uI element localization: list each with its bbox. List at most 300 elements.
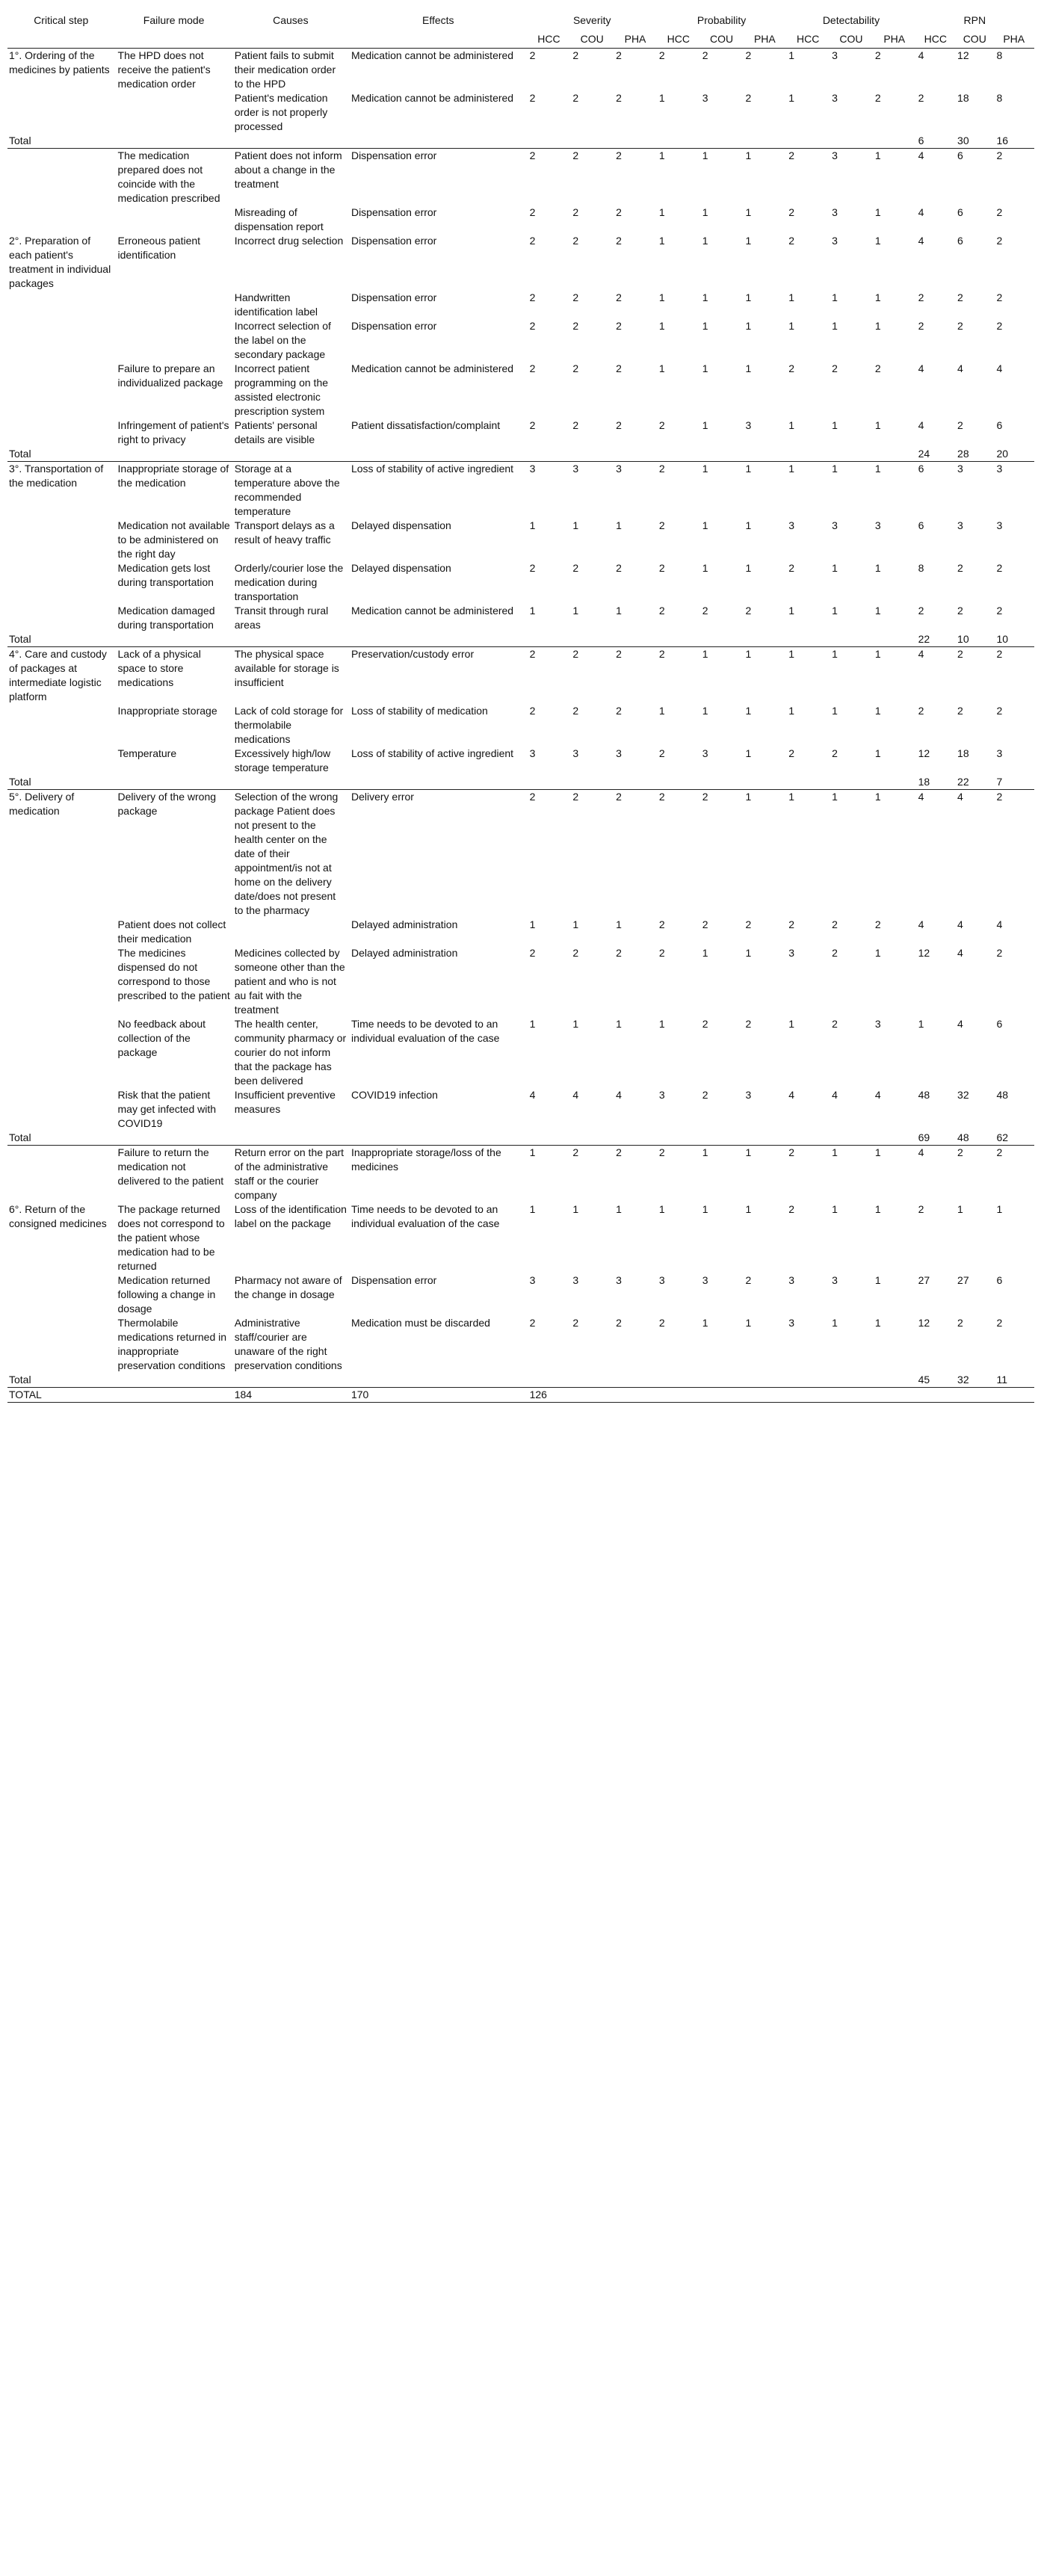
empty-cell — [744, 775, 787, 790]
severity-pha-cell: 2 — [616, 419, 622, 431]
subtotal-row — [7, 134, 1034, 149]
effect-cell: Dispensation error — [350, 206, 437, 218]
rpn-hcc-cell: 12 — [918, 747, 930, 759]
detectability-pha-cell: 2 — [874, 49, 881, 61]
severity-hcc-cell: 2 — [529, 291, 536, 303]
empty-cell — [350, 134, 528, 149]
probability-cou-cell: 2 — [702, 1018, 708, 1030]
failure-mode-cell: Inappropriate storage — [117, 705, 217, 717]
critical-step-cell: 6°. Return of the consigned medicines — [9, 1203, 107, 1229]
empty-cell — [350, 775, 528, 790]
cause-cell: Incorrect drug selection — [234, 235, 344, 247]
empty-cell — [233, 447, 350, 462]
empty-cell — [350, 1131, 528, 1146]
detectability-hcc-cell: 2 — [788, 1146, 795, 1158]
effect-cell: Delayed administration — [350, 918, 458, 930]
empty-cell — [830, 447, 874, 462]
table-row — [7, 704, 1034, 747]
detectability-pha-cell: 1 — [874, 1146, 881, 1158]
empty-cell — [571, 775, 614, 790]
effect-cell: Inappropriate storage/loss of the medicines — [350, 1146, 501, 1173]
rpn-cou-cell: 12 — [957, 49, 969, 61]
empty-cell — [995, 1388, 1034, 1403]
empty-cell — [744, 632, 787, 647]
rpn-cou-cell: 2 — [957, 705, 963, 717]
rpn-hcc-cell: 2 — [918, 605, 924, 617]
empty-cell — [117, 1131, 233, 1146]
detectability-cou-cell: 1 — [832, 1203, 838, 1215]
detectability-hcc-cell: 1 — [788, 463, 795, 475]
detectability-cou-cell: 1 — [832, 791, 838, 803]
cause-cell: Patient does not inform about a change in the treatment — [234, 149, 342, 190]
failure-mode-cell: Patient does not collect their medication — [117, 918, 226, 945]
probability-pha-cell: 1 — [745, 149, 752, 161]
total-label: Total — [9, 776, 31, 788]
table-row — [7, 1202, 1034, 1273]
empty-cell — [117, 632, 233, 647]
rpn-pha-cell: 3 — [996, 463, 1003, 475]
detectability-pha-cell: 1 — [874, 747, 881, 759]
cause-cell — [233, 918, 350, 946]
rpn-pha-total: 20 — [996, 448, 1009, 460]
probability-hcc-cell: 2 — [658, 419, 665, 431]
critical-step-cell — [7, 918, 117, 946]
effect-cell: Loss of stability of active ingredient — [350, 463, 514, 475]
probability-cou-cell: 1 — [702, 320, 708, 332]
cause-cell: Medicines collected by someone other than the patient and who is not au fait with the treatment — [234, 947, 345, 1016]
empty-cell — [744, 1373, 787, 1388]
empty-cell — [658, 632, 701, 647]
rpn-hcc-cell: 4 — [918, 648, 924, 660]
probability-cou-cell: 1 — [702, 1203, 708, 1215]
detectability-pha-cell: 2 — [874, 918, 881, 930]
effect-cell: Dispensation error — [350, 320, 437, 332]
rpn-cou-cell: 6 — [957, 206, 963, 218]
table-row — [7, 519, 1034, 561]
severity-pha-cell: 2 — [616, 291, 622, 303]
subheader-hcc: HCC — [537, 33, 560, 45]
detectability-cou-cell: 4 — [832, 1089, 838, 1101]
empty-cell — [874, 1373, 917, 1388]
detectability-hcc-cell: 3 — [788, 1317, 795, 1329]
empty-cell — [614, 1373, 658, 1388]
rpn-pha-cell: 6 — [996, 1018, 1003, 1030]
severity-cou-cell: 2 — [572, 320, 579, 332]
probability-cou-cell: 1 — [702, 149, 708, 161]
rpn-pha-cell: 2 — [996, 1317, 1003, 1329]
rpn-pha-cell: 2 — [996, 1146, 1003, 1158]
cause-cell: Excessively high/low storage temperature — [234, 747, 331, 773]
critical-step-cell — [7, 1316, 117, 1373]
severity-pha-cell: 2 — [616, 235, 622, 247]
rpn-hcc-cell: 1 — [918, 1018, 924, 1030]
probability-pha-cell: 1 — [745, 206, 752, 218]
detectability-pha-cell: 1 — [874, 463, 881, 475]
probability-hcc-cell: 1 — [658, 291, 665, 303]
empty-cell — [658, 1131, 701, 1146]
detectability-cou-cell: 2 — [832, 747, 838, 759]
detectability-pha-cell: 1 — [874, 947, 881, 959]
severity-pha-cell: 3 — [616, 1274, 622, 1286]
probability-pha-cell: 2 — [745, 918, 752, 930]
severity-hcc-cell: 2 — [529, 648, 536, 660]
failure-mode-cell: Risk that the patient may get infected with COVID19 — [117, 1089, 217, 1129]
rpn-pha-cell: 4 — [996, 362, 1003, 374]
detectability-cou-cell: 2 — [832, 918, 838, 930]
probability-hcc-cell: 1 — [658, 1203, 665, 1215]
cause-cell: Storage at a temperature above the recommended temperature — [234, 463, 340, 517]
probability-hcc-cell: 2 — [658, 463, 665, 475]
probability-pha-cell: 1 — [745, 1203, 752, 1215]
cause-cell: Lack of cold storage for thermolabile medications — [234, 705, 344, 745]
empty-cell — [528, 1373, 572, 1388]
subtotal-row — [7, 1373, 1034, 1388]
failure-mode-cell: Failure to prepare an individualized package — [117, 362, 223, 389]
detectability-pha-cell: 1 — [874, 1203, 881, 1215]
cause-cell: Patient's medication order is not properly processed — [234, 92, 328, 132]
probability-hcc-cell: 1 — [658, 149, 665, 161]
cause-cell: Misreading of dispensation report — [234, 206, 324, 232]
table-row — [7, 418, 1034, 447]
detectability-cou-cell: 3 — [832, 49, 838, 61]
critical-step-cell — [7, 1273, 117, 1316]
rpn-cou-total: 10 — [957, 633, 969, 645]
cause-cell: Patients' personal details are visible — [234, 419, 318, 445]
total-label: Total — [9, 1131, 31, 1143]
detectability-hcc-cell: 1 — [788, 320, 795, 332]
subheader-hcc: HCC — [667, 33, 690, 45]
detectability-cou-cell: 1 — [832, 562, 838, 574]
detectability-hcc-cell: 4 — [788, 1089, 795, 1101]
empty-cell — [658, 1373, 701, 1388]
probability-hcc-cell: 1 — [658, 92, 665, 104]
probability-cou-cell: 1 — [702, 291, 708, 303]
empty-cell — [658, 1388, 701, 1403]
effect-cell: Medication cannot be administered — [350, 362, 514, 374]
rpn-cou-cell: 2 — [957, 1317, 963, 1329]
empty-cell — [830, 1131, 874, 1146]
empty-cell — [874, 1131, 917, 1146]
probability-pha-cell: 1 — [745, 519, 752, 531]
rpn-hcc-cell: 8 — [918, 562, 924, 574]
probability-cou-cell: 1 — [702, 519, 708, 531]
probability-pha-cell: 1 — [745, 235, 752, 247]
critical-step-cell — [7, 362, 117, 418]
rpn-hcc-cell: 2 — [918, 291, 924, 303]
severity-cou-cell: 2 — [572, 1146, 579, 1158]
severity-pha-cell: 1 — [616, 1018, 622, 1030]
failure-mode-cell — [117, 319, 233, 362]
severity-pha-cell: 2 — [616, 791, 622, 803]
empty-cell — [874, 1388, 917, 1403]
total-label: Total — [9, 448, 31, 460]
subheader-pha: PHA — [883, 33, 906, 45]
probability-hcc-cell: 2 — [658, 648, 665, 660]
detectability-hcc-cell: 1 — [788, 291, 795, 303]
probability-hcc-cell: 1 — [658, 320, 665, 332]
rpn-cou-cell: 18 — [957, 92, 969, 104]
severity-pha-cell: 2 — [616, 1146, 622, 1158]
critical-step-cell — [7, 1088, 117, 1131]
severity-cou-cell: 2 — [572, 705, 579, 717]
detectability-hcc-cell: 2 — [788, 1203, 795, 1215]
rpn-cou-cell: 4 — [957, 947, 963, 959]
rpn-hcc-cell: 2 — [918, 92, 924, 104]
empty-cell — [614, 447, 658, 462]
probability-pha-cell: 1 — [745, 362, 752, 374]
cause-cell: Administrative staff/courier are unaware of the right preservation conditions — [234, 1317, 342, 1371]
detectability-hcc-cell: 1 — [788, 49, 795, 61]
probability-hcc-cell: 1 — [658, 235, 665, 247]
detectability-pha-cell: 1 — [874, 320, 881, 332]
empty-cell — [830, 775, 874, 790]
table-row — [7, 1273, 1034, 1316]
severity-cou-cell: 2 — [572, 362, 579, 374]
table-row — [7, 561, 1034, 604]
failure-mode-cell: Erroneous patient identification — [117, 235, 201, 261]
critical-step-cell — [7, 206, 117, 234]
empty-cell — [917, 1388, 956, 1403]
severity-cou-cell: 1 — [572, 605, 579, 617]
severity-pha-cell: 1 — [616, 605, 622, 617]
table-row — [7, 647, 1034, 705]
empty-cell — [744, 134, 787, 149]
rpn-pha-cell: 2 — [996, 705, 1003, 717]
subheader-cou: COU — [963, 33, 986, 45]
rpn-cou-cell: 3 — [957, 463, 963, 475]
rpn-hcc-cell: 48 — [918, 1089, 930, 1101]
rpn-cou-cell: 2 — [957, 419, 963, 431]
empty-cell — [614, 134, 658, 149]
fmea-table-body — [7, 49, 1034, 1403]
header-effects: Effects — [421, 14, 454, 26]
detectability-pha-cell: 1 — [874, 291, 881, 303]
empty-cell — [701, 134, 744, 149]
rpn-pha-cell: 2 — [996, 605, 1003, 617]
effect-cell: Preservation/custody error — [350, 648, 475, 660]
severity-hcc-cell: 2 — [529, 791, 536, 803]
detectability-cou-cell: 1 — [832, 291, 838, 303]
table-row — [7, 604, 1034, 632]
empty-cell — [787, 1131, 830, 1146]
rpn-pha-cell: 2 — [996, 648, 1003, 660]
critical-step-cell — [7, 149, 117, 206]
rpn-hcc-cell: 4 — [918, 1146, 924, 1158]
empty-cell — [571, 447, 614, 462]
failure-mode-cell: No feedback about collection of the package — [117, 1018, 206, 1058]
effect-cell: Loss of stability of active ingredient — [350, 747, 514, 759]
probability-cou-cell: 2 — [702, 1089, 708, 1101]
rpn-pha-total: 11 — [996, 1374, 1008, 1386]
subheader-pha: PHA — [624, 33, 646, 45]
effect-cell: Dispensation error — [350, 149, 437, 161]
detectability-cou-cell: 2 — [832, 947, 838, 959]
effect-cell: Time needs to be devoted to an individual evaluation of the case — [350, 1018, 500, 1044]
cause-cell: Incorrect patient programming on the assisted electronic prescription system — [234, 362, 329, 417]
probability-pha-cell: 1 — [745, 562, 752, 574]
detectability-cou-cell: 1 — [832, 320, 838, 332]
critical-step-cell — [7, 561, 117, 604]
detectability-pha-cell: 1 — [874, 1317, 881, 1329]
detectability-cou-cell: 3 — [832, 206, 838, 218]
empty-cell — [874, 447, 917, 462]
empty-cell — [658, 447, 701, 462]
grand-total-label: TOTAL — [9, 1389, 42, 1400]
rpn-cou-cell: 2 — [957, 562, 963, 574]
rpn-cou-cell: 1 — [957, 1203, 963, 1215]
detectability-pha-cell: 1 — [874, 605, 881, 617]
severity-cou-cell: 1 — [572, 1203, 579, 1215]
detectability-hcc-cell: 3 — [788, 947, 795, 959]
rpn-pha-cell: 2 — [996, 947, 1003, 959]
critical-step-cell: 5°. Delivery of medication — [9, 791, 75, 817]
detectability-cou-cell: 1 — [832, 1146, 838, 1158]
empty-cell — [614, 632, 658, 647]
probability-hcc-cell: 2 — [658, 791, 665, 803]
probability-pha-cell: 1 — [745, 747, 752, 759]
severity-cou-cell: 2 — [572, 947, 579, 959]
empty-cell — [787, 1373, 830, 1388]
empty-cell — [787, 1388, 830, 1403]
probability-hcc-cell: 2 — [658, 747, 665, 759]
probability-cou-cell: 1 — [702, 1317, 708, 1329]
empty-cell — [701, 447, 744, 462]
detectability-hcc-cell: 1 — [788, 92, 795, 104]
empty-cell — [830, 1388, 874, 1403]
probability-cou-cell: 1 — [702, 947, 708, 959]
probability-pha-cell: 1 — [745, 1146, 752, 1158]
detectability-cou-cell: 1 — [832, 1317, 838, 1329]
effect-cell: Medication cannot be administered — [350, 49, 514, 61]
failure-mode-cell: Infringement of patient's right to privacy — [117, 419, 229, 445]
severity-pha-cell: 2 — [616, 206, 622, 218]
table-row — [7, 462, 1034, 519]
detectability-hcc-cell: 1 — [788, 705, 795, 717]
probability-cou-cell: 2 — [702, 791, 708, 803]
detectability-pha-cell: 1 — [874, 1274, 881, 1286]
effect-cell: Loss of stability of medication — [350, 705, 488, 717]
empty-cell — [571, 134, 614, 149]
empty-cell — [787, 775, 830, 790]
rpn-hcc-cell: 6 — [918, 463, 924, 475]
rpn-hcc-cell: 4 — [918, 235, 924, 247]
table-row — [7, 149, 1034, 206]
severity-hcc-cell: 2 — [529, 705, 536, 717]
empty-cell — [117, 775, 233, 790]
total-label: Total — [9, 1374, 31, 1386]
cause-cell: Transit through rural areas — [234, 605, 329, 631]
empty-cell — [658, 134, 701, 149]
detectability-hcc-cell: 2 — [788, 562, 795, 574]
detectability-cou-cell: 2 — [832, 362, 838, 374]
detectability-pha-cell: 1 — [874, 705, 881, 717]
rpn-pha-cell: 6 — [996, 1274, 1003, 1286]
header-probability: Probability — [696, 14, 747, 26]
probability-cou-cell: 2 — [702, 605, 708, 617]
empty-cell — [830, 134, 874, 149]
failure-mode-cell: The package returned does not correspond to the patient whose medication had to be returned — [117, 1203, 225, 1272]
severity-cou-cell: 2 — [572, 92, 579, 104]
total-label: Total — [9, 135, 31, 146]
severity-hcc-cell: 2 — [529, 562, 536, 574]
critical-step-cell — [7, 291, 117, 319]
failure-mode-cell: The HPD does not receive the patient's medication order — [117, 49, 211, 90]
detectability-cou-cell: 3 — [832, 519, 838, 531]
rpn-hcc-cell: 4 — [918, 49, 924, 61]
detectability-pha-cell: 2 — [874, 92, 881, 104]
empty-cell — [830, 632, 874, 647]
probability-hcc-cell: 2 — [658, 562, 665, 574]
empty-cell — [830, 1373, 874, 1388]
grand-total-row — [7, 1388, 1034, 1403]
empty-cell — [614, 1131, 658, 1146]
empty-cell — [528, 775, 572, 790]
rpn-pha-cell: 2 — [996, 320, 1003, 332]
detectability-hcc-cell: 2 — [788, 235, 795, 247]
rpn-pha-cell: 8 — [996, 92, 1003, 104]
critical-step-cell — [7, 91, 117, 134]
rpn-cou-cell: 18 — [957, 747, 969, 759]
rpn-hcc-total: 45 — [918, 1374, 930, 1386]
severity-cou-cell: 1 — [572, 918, 579, 930]
rpn-hcc-cell: 12 — [918, 1317, 930, 1329]
subheader-cou: COU — [580, 33, 604, 45]
detectability-hcc-cell: 2 — [788, 206, 795, 218]
probability-hcc-cell: 1 — [658, 362, 665, 374]
cause-cell: Incorrect selection of the label on the secondary package — [234, 320, 331, 360]
rpn-hcc-cell: 2 — [918, 705, 924, 717]
severity-hcc-cell: 1 — [529, 1203, 536, 1215]
rpn-pha-total: 16 — [996, 135, 1009, 146]
rpn-cou-cell: 4 — [957, 362, 963, 374]
detectability-cou-cell: 1 — [832, 705, 838, 717]
total-label: Total — [9, 633, 31, 645]
rpn-cou-cell: 2 — [957, 320, 963, 332]
empty-cell — [233, 632, 350, 647]
empty-cell — [787, 447, 830, 462]
detectability-hcc-cell: 3 — [788, 519, 795, 531]
effect-cell: Patient dissatisfaction/complaint — [350, 419, 501, 431]
probability-cou-cell: 1 — [702, 705, 708, 717]
severity-cou-cell: 2 — [572, 791, 579, 803]
empty-cell — [571, 1388, 614, 1403]
probability-pha-cell: 2 — [745, 49, 752, 61]
empty-cell — [528, 447, 572, 462]
rpn-pha-total: 62 — [996, 1131, 1009, 1143]
probability-pha-cell: 1 — [745, 320, 752, 332]
detectability-cou-cell: 1 — [832, 463, 838, 475]
severity-pha-cell: 2 — [616, 562, 622, 574]
header-rpn: RPN — [963, 14, 986, 26]
probability-pha-cell: 1 — [745, 648, 752, 660]
critical-step-cell — [7, 704, 117, 747]
table-row — [7, 1088, 1034, 1131]
rpn-cou-total: 30 — [957, 135, 969, 146]
severity-hcc-cell: 2 — [529, 206, 536, 218]
severity-pha-cell: 1 — [616, 519, 622, 531]
grand-total-causes: 184 — [234, 1389, 253, 1400]
detectability-hcc-cell: 2 — [788, 747, 795, 759]
table-row — [7, 747, 1034, 775]
subheader-pha: PHA — [753, 33, 776, 45]
detectability-hcc-cell: 1 — [788, 419, 795, 431]
subheader-cou: COU — [710, 33, 734, 45]
severity-cou-cell: 1 — [572, 519, 579, 531]
failure-mode-cell — [117, 206, 233, 234]
severity-pha-cell: 2 — [616, 92, 622, 104]
severity-cou-cell: 2 — [572, 206, 579, 218]
severity-pha-cell: 1 — [616, 918, 622, 930]
